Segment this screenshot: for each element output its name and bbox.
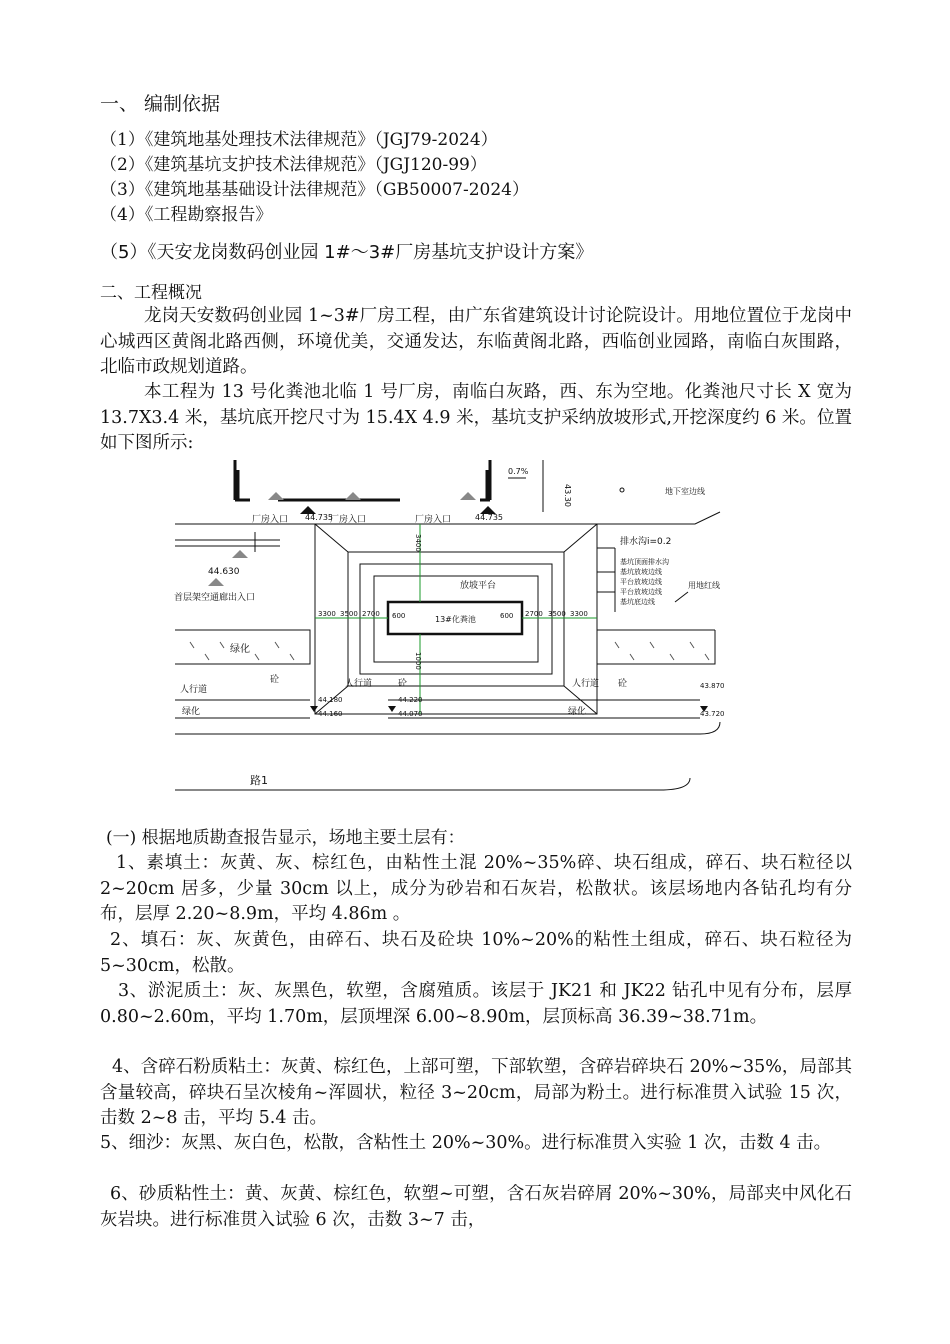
curb-label-3: 砼 [618,679,628,689]
dim-3300-left: 3300 [318,610,336,618]
bottom-strip [175,700,700,718]
elevation-e1: 44.180 [318,696,343,704]
corridor-entrance-marker [208,578,224,586]
dim-3500-left: 3500 [340,610,358,618]
legend-item-3: 平台放坡边线 [620,578,662,586]
overview-paragraph-2: 本工程为 13 号化粪池北临 1 号厂房，南临白灰路，西、东为空地。化粪池尺寸长 X 宽为 13.7X3.4 米，基坑底开挖尺寸为 15.4X 4.9 米，基坑支护采纳放坡形式,开挖深度约 6 米。位置如下图所示: [100,382,852,453]
entrance-label-1: 厂房入口 [252,515,289,525]
corridor-label: 首层架空通廊出入口 [174,593,256,603]
soil-layer-1: 1、素填土：灰黄、灰、棕红色，由粘性土混 20%~35%碎、块石组成，碎石、块石粒径以 2~20cm 居多，少量 30cm 以上，成分为砂岩和石灰岩，松散状。该层场地内各钻孔均有分布，层厚 2.20~8.9m，平均 4.86m 。 [100,853,852,924]
elevation-e3: 44.220 [398,696,423,704]
curb-label-1: 砼 [270,675,280,685]
redline-leader [675,592,688,602]
entrance-label-2: 厂房入口 [330,515,367,525]
elevation-e4: 44.070 [398,710,423,718]
soil-layer-6: 6、砂质粘性土：黄、灰黄、棕红色，软塑~可塑，含石灰岩碎屑 20%~30%，局部夹中风化石灰岩块。进行标准贯入试验 6 次，击数 3~7 击， [100,1184,852,1230]
platform-label: 放坡平台 [460,581,497,591]
entrance-marker-2 [345,492,361,500]
slope-label: 0.7% [508,467,529,476]
ditch-label: 排水沟i=0.2 [620,537,672,547]
elevation-e5: 43.870 [700,682,725,690]
legend-item-1: 基坑顶面排水沟 [620,558,669,566]
dim-3400-top: 3400 [414,534,422,552]
section-1-title: 一、 编制依据 [100,93,221,115]
section-2-title: 二、工程概况 [100,283,202,303]
legend-list [620,557,669,606]
elevation-label-a: 44.735 [305,513,333,522]
legend-item-5: 基坑底边线 [620,598,655,606]
elevation-e2: 44.160 [318,710,343,718]
sidewalk-label-2: 人行道 [345,679,373,689]
dim-2700-left: 2700 [362,610,380,618]
reference-item-3: （3）《建筑地基基础设计法律规范》（GB50007-2024） [100,180,529,200]
dim-600-left: 600 [392,612,406,620]
soil-layer-3: 3、淤泥质土：灰、灰黑色，软塑，含腐殖质。该层于 JK21 和 JK22 钻孔中见有分布，层厚 0.80~2.60m，平均 1.70m，层顶埋深 6.00~8.90m，层顶标高 36.39~38.71m。 [100,981,852,1027]
reference-item-4: （4）《工程勘察报告》 [100,205,273,225]
redline-label: 用地红线 [688,581,720,590]
road-label: 路1 [250,774,268,787]
legend-item-4: 平台放坡边线 [620,588,662,596]
dim-600-right: 600 [500,612,514,620]
height-label: 43.30 [563,484,572,507]
pit-label: 13#化粪池 [435,615,476,624]
reference-item-1: （1）《建筑地基处理技术法律规范》（JGJ79-2024） [100,130,498,150]
soil-layer-2: 2、填石：灰、灰黄色，由碎石、块石及砼块 10%~20%的粘性土组成，碎石、块石粒径为 5~30cm，松散。 [100,930,852,976]
dim-2700-right: 2700 [525,610,543,618]
soil-layer-4: 4、含碎石粉质粘土：灰黄、棕红色，上部可塑，下部软塑，含碎岩碎块石 20%~35%，局部其含量较高，碎块石呈次棱角~浑圆状，粒径 3~20cm，局部为粉土。进行标准贯入试验 15 次，击数 2~8 击，平均 5.4 击。 [100,1057,852,1128]
green-label-left: 绿化 [230,644,250,655]
elevation-label-b: 44.735 [475,513,503,522]
overview-paragraph-1: 龙岗天安数码创业园 1~3#厂房工程，由广东省建筑设计讨论院设计。用地位置位于龙岗中心城西区黄阁北路西侧，环境优美，交通发达，东临黄阁北路，西临创业园路，南临白灰围路，北临市政规划道路。 [100,306,852,377]
dim-1000: 1000 [414,652,422,670]
site-plan-figure [160,452,725,804]
soil-layer-5: 5、细沙：灰黑、灰白色，松散，含粘性土 20%~30%。进行标准贯入实验 1 次，击数 4 击。 [100,1133,832,1153]
corridor-lines [175,532,280,552]
survey-point [620,488,624,492]
green-label-2: 绿化 [182,707,201,717]
curb-label-2: 砼 [398,679,408,689]
elevation-label-c: 44.630 [208,567,240,577]
legend-item-2: 基坑放坡边线 [620,568,662,576]
planting-hatch [190,642,709,660]
green-label-3: 绿化 [568,707,587,717]
reference-item-5: （5）《天安龙岗数码创业园 1#～3#厂房基坑支护设计方案》 [100,242,594,263]
section-3-title: (一) 根据地质勘查报告显示，场地主要土层有： [106,828,465,848]
sidewalk-label-3: 人行道 [572,679,600,689]
bottom-marker-2 [388,706,396,712]
bottom-marker-1 [310,706,318,712]
elevation-e6: 43.720 [700,710,725,718]
sidewalk-label-1: 人行道 [180,685,208,695]
underground-label: 地下室边线 [665,487,705,496]
entrance-marker-3 [460,492,476,500]
legend-leaders [597,548,615,612]
reference-item-2: （2）《建筑基坑支护技术法律规范》（JGJ120-99） [100,155,487,175]
entrance-marker-1 [268,492,284,500]
dim-3500-right: 3500 [548,610,566,618]
entrance-label-3: 厂房入口 [415,515,452,525]
dim-3300-right: 3300 [570,610,588,618]
building-outline [235,460,490,500]
corridor-marker [232,550,248,558]
